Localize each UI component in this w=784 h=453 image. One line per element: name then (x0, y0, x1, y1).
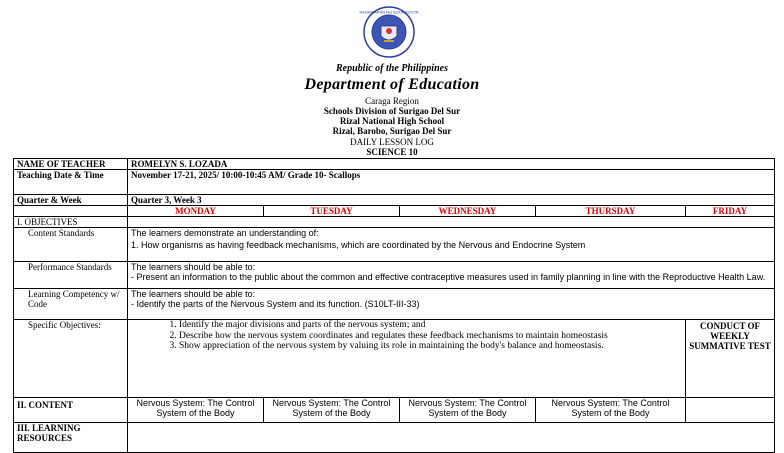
friday-summative-note: CONDUCT OF WEEKLY SUMMATIVE TEST (686, 320, 775, 398)
day-monday: MONDAY (128, 206, 264, 217)
resources-row (14, 423, 775, 453)
specific-objectives-label: Specific Objectives: (14, 320, 128, 398)
quarter-value: Quarter 3, Week 3 (128, 195, 775, 206)
day-tuesday: TUESDAY (264, 206, 400, 217)
content-thursday: Nervous System: The Control System of the Body (536, 398, 686, 423)
performance-line1: The learners should be able to: (131, 262, 256, 272)
teacher-row (14, 159, 775, 170)
day-friday: FRIDAY (686, 206, 775, 217)
days-blank (14, 206, 128, 217)
objectives-blank (128, 217, 775, 228)
date-label: Teaching Date & Time (14, 170, 128, 195)
days-row (14, 206, 775, 217)
specific-objectives-list (131, 320, 682, 352)
competency-line1: The learners should be able to: (131, 289, 256, 299)
date-row (14, 170, 775, 195)
lesson-log-table (13, 158, 775, 453)
deped-seal-icon (359, 6, 419, 58)
specific-objective-item: 3. Show appreciation of the nervous system by valuing its role in maintaining the body's balance and homeostasis. (179, 341, 682, 352)
school-line: Rizal National High School (339, 116, 445, 126)
performance-line2: - Present an information to the public about the common and effective contraceptive measures used in family planning in line with the Reproductive Health Law. (131, 272, 766, 282)
day-thursday: THURSDAY (536, 206, 686, 217)
competency-line2: - Identify the parts of the Nervous System and its function. (S10LT-III-33) (131, 299, 420, 309)
svg-text:KAGAWARAN NG EDUKASYON: KAGAWARAN NG EDUKASYON (359, 9, 419, 15)
specific-objective-item: 2. Describe how the nervous system coordinates and regulates these feedback mechanisms to maintain homeostasis (179, 331, 682, 342)
objectives-title: I. OBJECTIVES (14, 217, 128, 228)
content-row (14, 398, 775, 423)
republic-line: Republic of the Philippines (336, 63, 448, 74)
specific-objectives-cell (128, 320, 686, 398)
content-wednesday: Nervous System: The Control System of the Body (400, 398, 536, 423)
content-tuesday: Nervous System: The Control System of the Body (264, 398, 400, 423)
content-standards-cell (128, 228, 775, 262)
content-standards-row (14, 228, 775, 262)
date-value: November 17-21, 2025/ 10:00-10:45 AM/ Grade 10- Scallops (128, 170, 775, 195)
performance-standards-cell (128, 262, 775, 289)
content-monday: Nervous System: The Control System of the Body (128, 398, 264, 423)
subject-line: SCIENCE 10 (366, 147, 418, 157)
department-name: Department of Education (304, 76, 480, 93)
region-line: Caraga Region (365, 96, 419, 106)
performance-standards-row (14, 262, 775, 289)
teacher-label: NAME OF TEACHER (14, 159, 128, 170)
specific-objectives-row (14, 320, 775, 398)
objectives-row (14, 217, 775, 228)
day-wednesday: WEDNESDAY (400, 206, 536, 217)
specific-objective-item: 1. Identify the major divisions and parts of the nervous system; and (179, 320, 682, 331)
teacher-value: ROMELYN S. LOZADA (128, 159, 775, 170)
doc-type: DAILY LESSON LOG (350, 137, 434, 147)
competency-cell (128, 289, 775, 320)
quarter-row (14, 195, 775, 206)
resources-blank (128, 423, 775, 453)
division-line: Schools Division of Surigao Del Sur (323, 106, 461, 116)
competency-row (14, 289, 775, 320)
resources-label: III. LEARNING RESOURCES (14, 423, 128, 453)
address-line: Rizal, Barobo, Surigao Del Sur (332, 126, 452, 136)
competency-label: Learning Competency w/ Code (14, 289, 128, 320)
content-label: II. CONTENT (14, 398, 128, 423)
content-standards-line1: The learners demonstrate an understanding of: (131, 228, 319, 238)
quarter-label: Quarter & Week (14, 195, 128, 206)
performance-standards-label: Performance Standards (14, 262, 128, 289)
content-standards-label: Content Standards (14, 228, 128, 262)
content-friday (686, 398, 775, 423)
content-standards-line2: 1. How organisms as having feedback mechanisms, which are coordinated by the Nervous and Endocrine System (131, 240, 586, 250)
